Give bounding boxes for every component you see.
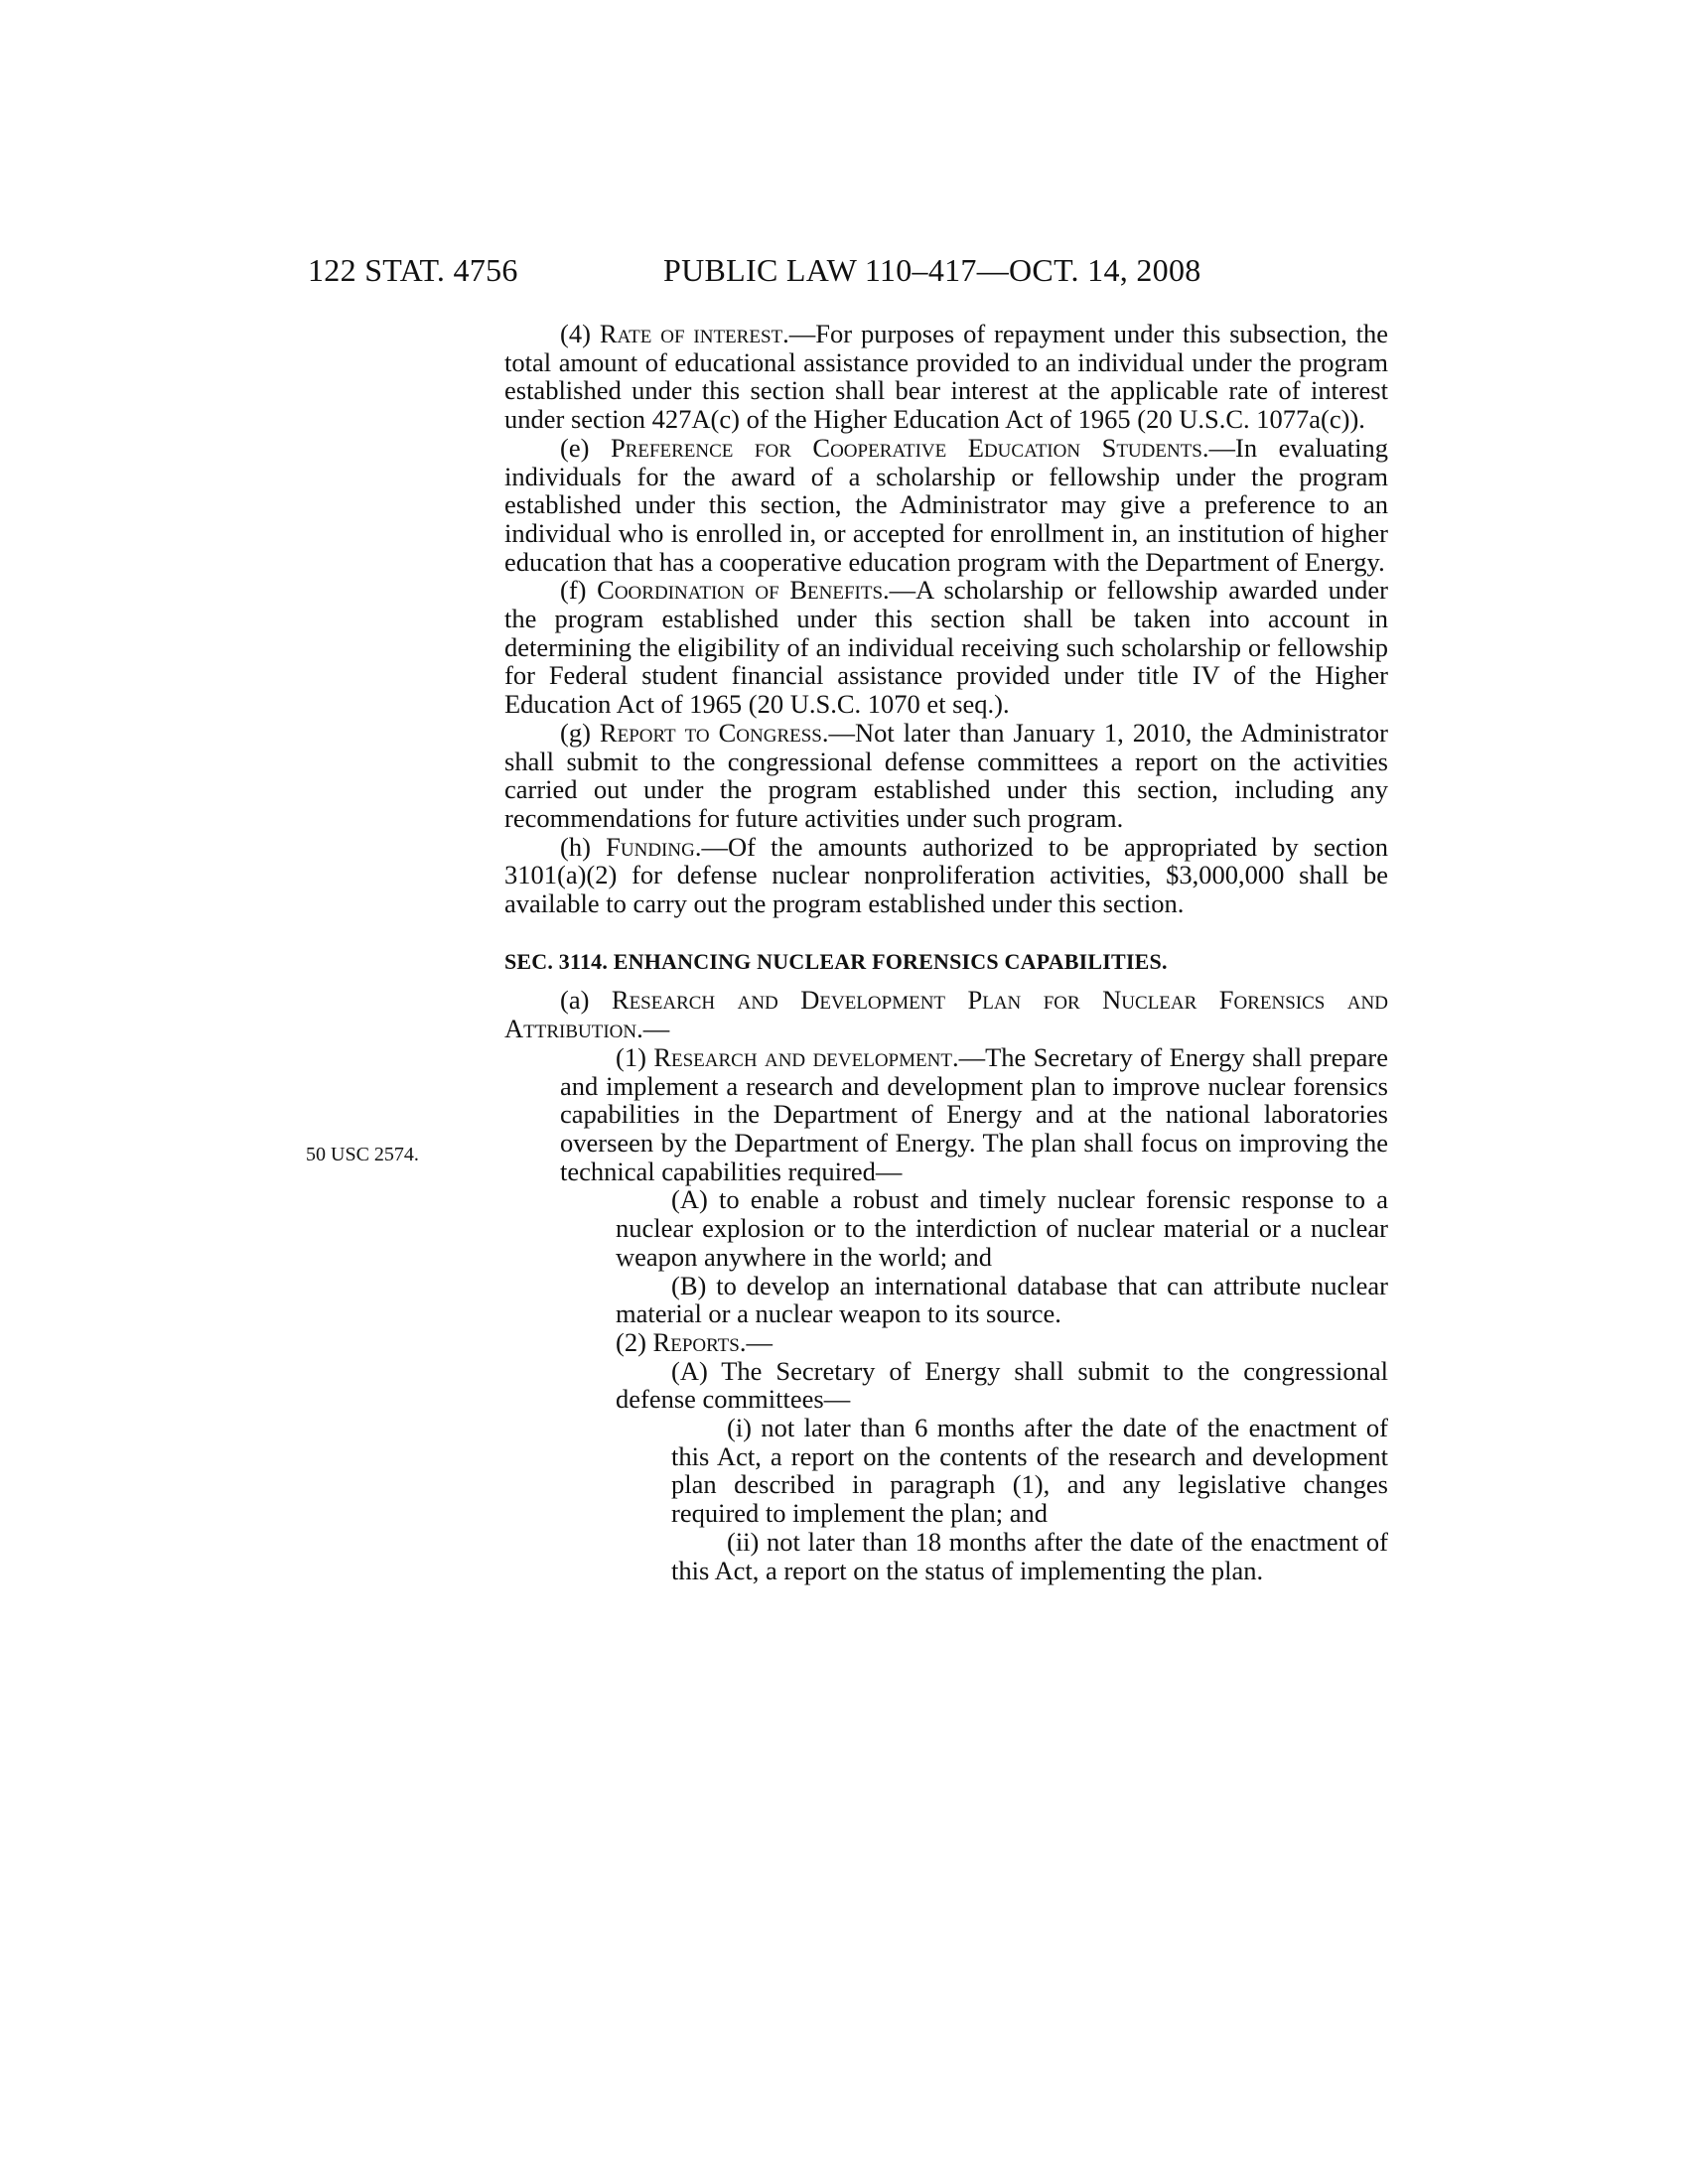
paragraph-heading: Preference for Cooperative Education Students [610,432,1202,463]
paragraph-label: (1) [616,1041,654,1072]
paragraph-text: .—A scholarship or fellowship awarded under the program established under this section shall be taken into account in determining the eligibility of an individual receiving such scholarship or fellowship for Federal student financial assistance provided under title IV of the Higher Education Act of 1965 (20 U.S.C. 1070 et seq.). [504,575,1388,720]
clause-a2Ai: (i) not later than 6 months after the date of the enactment of this Act, a report on the contents of the research and development plan described in paragraph (1), and any legislative changes required to implement the plan; and [671,1413,1388,1529]
paragraph-heading: Rate of interest [599,319,783,348]
body-text [504,320,1388,1584]
paragraph-label: (f) [560,575,598,606]
paragraph-text: .—For purposes of repayment under this subsection, the total amount of educational assistance provided to an individual under the program established under this section shall bear interest at the applicable rate of interest under section 427A(c) of the Higher Education Act of 1965 (20 U.S.C. 1077a(c)). [504,319,1388,435]
paragraph-text: .—The Secretary of Energy shall prepare and implement a research and development plan to improve nuclear forensics capabilities in the Department of Energy and at the national laboratories overseen by the Department of Energy. The plan shall focus on improving the technical capabilities required— [560,1041,1389,1186]
paragraph-heading: Research and development [653,1041,952,1072]
paragraph-heading: Coordination of Benefits [597,575,884,606]
paragraph-label: (4) [560,319,600,348]
paragraph-text: .—Of the amounts authorized to be appropriated by section 3101(a)(2) for defense nuclear nonproliferation activities, $3,000,000 shall be available to carry out the program established under this section. [504,831,1388,919]
clause-a2Aii: (ii) not later than 18 months after the date of the enactment of this Act, a report on the status of implementing the plan. [671,1526,1388,1585]
subparagraph-a1A: (A) to enable a robust and timely nuclear forensic response to a nuclear explosion or to the interdiction of nuclear material or a nuclear weapon anywhere in the world; and [616,1184,1388,1272]
paragraph-label: (h) [560,831,607,862]
paragraph-a2-reports [504,1328,1388,1357]
subparagraph-a1B: (B) to develop an international database that can attribute nuclear material or a nuclear weapon to its source. [616,1270,1388,1329]
paragraph-text: .—Not later than January 1, 2010, the Administrator shall submit to the congressional defense committees a report on the activities carried out under the program established under this section, including any recommendations for future activities under such program. [504,717,1388,833]
section-heading: SEC. 3114. ENHANCING NUCLEAR FORENSICS CAPABILITIES. [504,948,1168,974]
subparagraph-a2A: (A) The Secretary of Energy shall submit to the congressional defense committees— [616,1355,1388,1415]
running-header: PUBLIC LAW 110–417—OCT. 14, 2008 [663,252,1201,288]
paragraph-label: (e) [560,432,611,463]
margin-citation: 50 USC 2574. [306,1144,419,1165]
paragraph-heading: Research and Development Plan for Nuclear Forensics and Attribution [504,985,1388,1044]
page-stat-reference: 122 STAT. 4756 [308,252,518,288]
paragraph-f-coordination [504,576,1388,719]
paragraph-heading: Funding [606,831,695,862]
paragraph-a-research-plan [504,986,1388,1042]
paragraph-4-rate-of-interest [449,320,1388,434]
paragraph-h-funding [504,833,1388,918]
paragraph-a1-research [504,1043,1388,1186]
paragraph-heading: Report to Congress [599,717,822,748]
paragraph-text: .— [636,1014,670,1044]
paragraph-label: (2) [616,1326,653,1357]
paragraph-label: (g) [560,717,600,748]
paragraph-label: (a) [560,985,612,1016]
paragraph-g-report [504,719,1388,833]
paragraph-text: .— [739,1326,773,1357]
paragraph-heading: Reports [652,1326,740,1357]
paragraph-e-preference [504,434,1388,577]
paragraph-text: .—In evaluating individuals for the award of a scholarship or fellowship under the program established under this section, the Administrator may give a preference to an individual who is enrolled in, or accepted for enrollment in, an institution of higher education that has a cooperative education program with the Department of Energy. [504,432,1388,577]
